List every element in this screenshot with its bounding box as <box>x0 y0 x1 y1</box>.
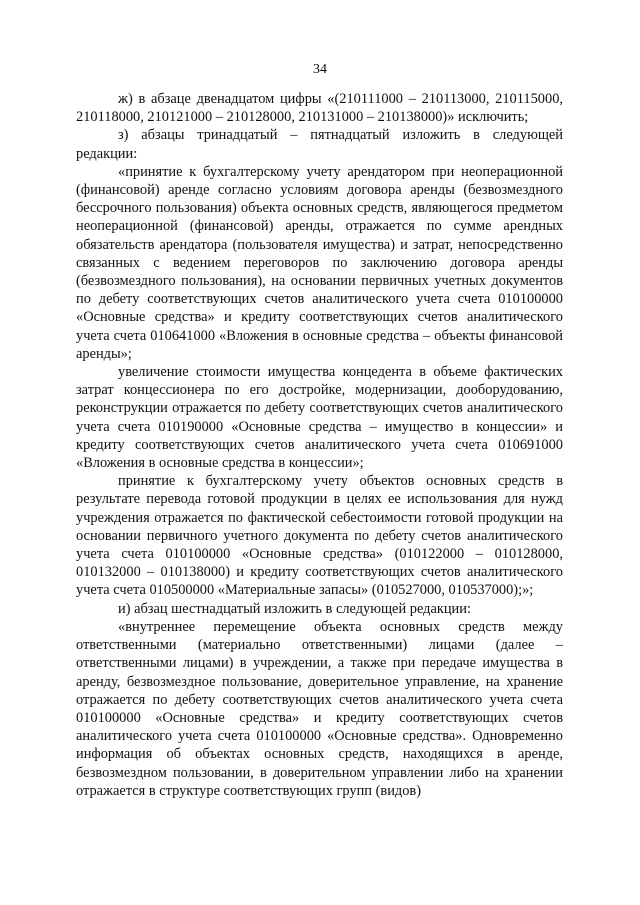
paragraph-z-item: з) абзацы тринадцатый – пятнадцатый изложить в следующей редакции: <box>76 127 563 162</box>
paragraph-finished-goods-transfer: принятие к бухгалтерскому учету объектов основных средств в результате перевода готовой продукции в целях ее использования для нужд учреждения отражается по фактической себестоимости готовой продукции на основании первичного учетного документа по дебету счетов аналитического учета счета 010100000 «Основные средства» (010122000 – 010128000, 010132000 – 010138000) и кредиту соответствующих счетов аналитического учета счета 010500000 «Материальные запасы» (010527000, 010537000);»; <box>76 473 563 599</box>
page-number: 34 <box>313 62 327 77</box>
paragraph-internal-movement: «внутреннее перемещение объекта основных средств между ответственными (материально ответственными) лицами (далее – ответственными лицами) в учреждении, а также при передаче имущества в аренду, безвозмездное пользование, доверительное управление, на хранение отражается по дебету соответствующих счетов аналитического учета счета 010100000 «Основные средства» и кредиту соответствующих счетов аналитического учета счета 010100000 «Основные средства». Одновременно информация об объектах основных средств, находящихся в аренде, безвозмездном пользовании, в доверительном управлении либо на хранении отражается в структуре соответствующих групп (видов) <box>76 618 563 799</box>
paragraph-concession-increase: увеличение стоимости имущества концедента в объеме фактических затрат концессионера по его достройке, модернизации, дооборудованию, реконструкции отражается по дебету соответствующих счетов аналитического учета счета 010190000 «Основные средства – имущество в концессии» и кредиту соответствующих счетов аналитического учета счета 010691000 «Вложения в основные средства в концессии»; <box>76 364 563 472</box>
paragraph-lease-acceptance: «принятие к бухгалтерскому учету арендатором при неоперационной (финансовой) аренде согласно условиям договора аренды (безвозмездного бессрочного пользования) объекта основных средств, являющегося предметом неоперационной (финансовой) аренды, отражается по сумме арендных обязательств арендатора (пользователя имущества) и затрат, непосредственно связанных с ведением переговоров по заключению договора аренды (безвозмездного пользования), на основании первичных учетных документов по дебету соответствующих счетов аналитического учета счета 010100000 «Основные средства» и кредиту соответствующих счетов аналитического учета счета 010641000 «Вложения в основные средства – объекты финансовой аренды»; <box>76 163 563 362</box>
paragraph-i-item: и) абзац шестнадцатый изложить в следующей редакции: <box>118 600 471 617</box>
paragraph-zh-item: ж) в абзаце двенадцатом цифры «(210111000 – 210113000, 210115000, 210118000, 210121000 – 210128000, 210131000 – 210138000)» исключить; <box>76 91 563 126</box>
document-body <box>76 90 563 800</box>
